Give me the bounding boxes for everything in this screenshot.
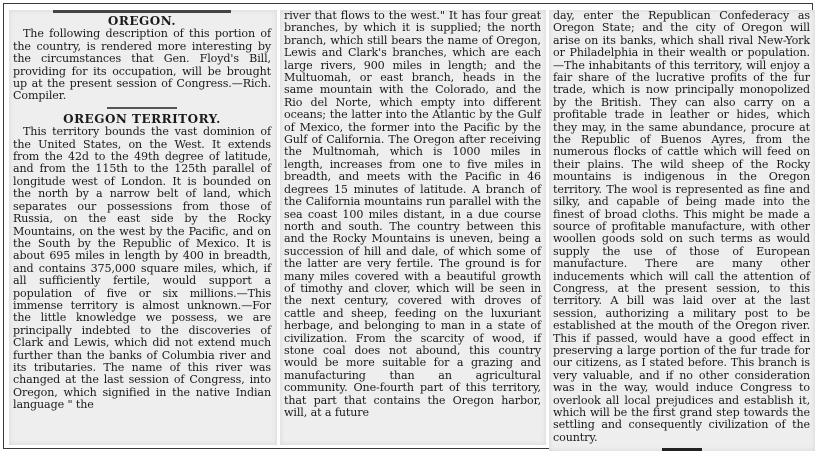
body-paragraph-1: This territory bounds the vast dominion of the United States, on the West. It extends from the 42d to the 49th degree of latitude, and from the 115th to the 125th parallel of longitude west of London. It is bounded on the north by a narrow belt of land, which separates our possessions from those of Russia, on the east side by the Rocky Mountains, on the west by the Pacific, and on the South by the Republic of Mexico. It is about 695 miles in length by 400 in breadth, and contains 375,000 square miles, which, if all sufficiently fertile, would support a population of five or six millions.—This immense territory is almost unknown.—For the little knowledge we possess, we are principally indebted to the discoveries of Clark and Lewis, which did not extend much further than the banks of Columbia river and its tributaries. The name of this river was changed at the last session of Congress, into Oregon, which signified in the native Indian language " the <box>13 125 271 412</box>
intro-paragraph: The following description of this portion of the country, is rendered more interesting by the circumstances that Gen. Floyd's Bill, providing for its occupation, will be brought up at the present session of Congress.—Rich. Compiler. <box>13 27 271 103</box>
article-heading: OREGON. <box>107 14 177 28</box>
end-rule <box>662 448 702 451</box>
top-rule <box>53 10 231 13</box>
column-2 <box>280 10 546 445</box>
section-rule <box>107 107 177 109</box>
body-paragraph-2: river that flows to the west." It has four great branches, by which it is supplied; the north branch, which still bears the name of Oregon, Lewis and Clark's branches, which are each large rivers, 900 miles in length; and the Multuomah, or east branch, heads in the same mountain with the Colorado, and the Rio del Norte, which empty into different oceans; the latter into the Atlantic by the Gulf of Mexico, the former into the Pacific by the Gulf of California. The Oregon after receiving the Multnomah, which is 1000 miles in length, increases from one to five miles in breadth, and meets with the Pacific in 46 degrees 15 minutes of latitude. A branch of the California mountains run parallel with the sea coast 100 miles distant, in a due course north and south. The country between this and the Rocky Mountains is uneven, being a succession of hill and dale, of which some of the latter are very fertile. The ground is for many miles covered with a beautiful growth of timothy and clover, which will be seen in the next century, covered with droves of cattle and sheep, feeding on the luxuriant herbage, and belonging to man in a state of civilization. From the scarcity of wood, if stone coal does not abound, this country would be more suitable for a grazing and manufacturing than an agricultural community. One-fourth part of this territory, that part that contains the Oregon harbor, will, at a future <box>284 10 541 419</box>
column-1 <box>9 10 277 445</box>
article-subheading: OREGON TERRITORY. <box>63 111 221 126</box>
page-frame <box>3 3 813 449</box>
body-paragraph-3: day, enter the Republican Confederacy as Oregon State; and the city of Oregon will arise on its banks, which shall rival New-York or Philadelphia in their wealth or population.—The inhabitants of this territory, will enjoy a fair share of the lucrative profits of the fur trade, which is now principally monopolized by the British. They can also carry on a profitable trade in leather or hides, which they may, in the same abundance, procure at the Republic of Buenos Ayres, from the numerous flocks of cattle which will feed on their plains. The wild sheep of the Rocky mountains is indigenous in the Oregon territory. The wool is represented as fine and silky, and capable of being made into the finest of broad cloths. This might be made a source of profitable manufacture, with other woollen goods sold on such terms as would supply the use of those of European manufacture. There are many other inducements which will call the attention of Congress, at the present session, to this territory. A bill was laid over at the last session, authorizing a military post to be established at the mouth of the Oregon river. This if passed, would have a good effect in preserving a large portion of the fur trade for our citizens, as I stated before. This branch is very valuable, and if no other consideration was in the way, would induce Congress to overlook all local prejudices and establish it, which will be the first grand step towards the settling and consequently civilization of the country. <box>553 10 810 444</box>
column-3 <box>549 10 815 451</box>
